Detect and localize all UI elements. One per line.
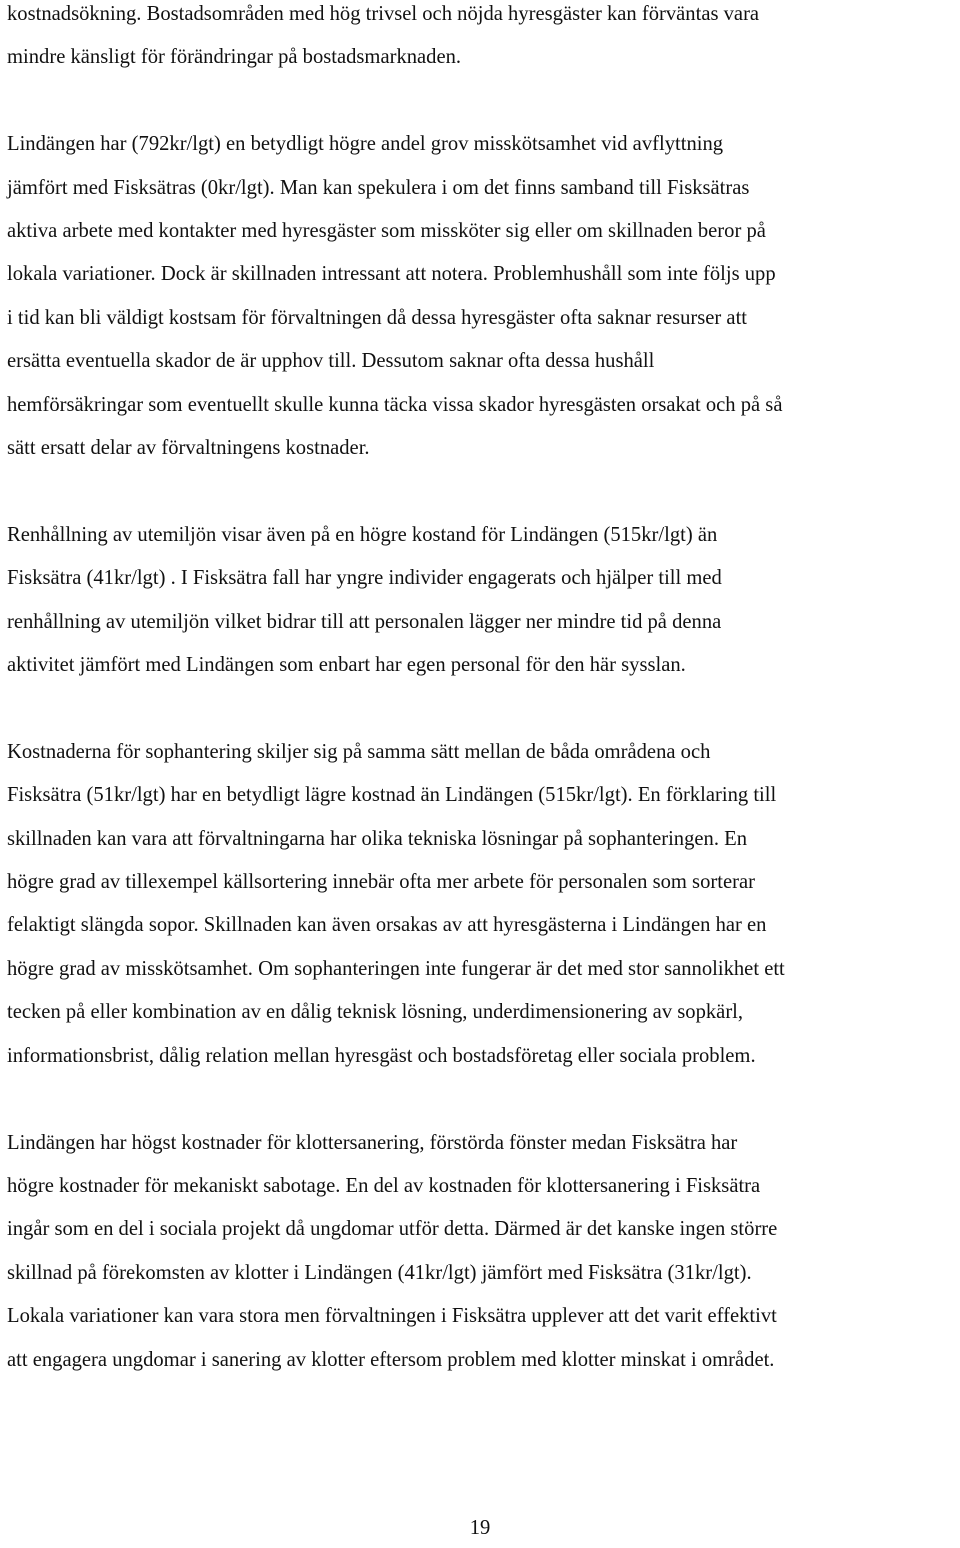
paragraph-spacer bbox=[7, 80, 957, 123]
text-line: skillnad på förekomsten av klotter i Lindängen (41kr/lgt) jämfört med Fisksätra (31kr/lgt). bbox=[7, 1261, 752, 1284]
text-line: högre kostnader för mekaniskt sabotage. En del av kostnaden för klottersanering i Fisksätra bbox=[7, 1174, 761, 1197]
text-line: felaktigt slängda sopor. Skillnaden kan även orsakas av att hyresgästerna i Lindängen har en bbox=[7, 914, 767, 937]
text-line: Lokala variationer kan vara stora men förvaltningen i Fisksätra upplever att det varit effektivt bbox=[7, 1305, 777, 1328]
text-line: jämfört med Fisksätras (0kr/lgt). Man kan spekulera i om det finns samband till Fisksätras bbox=[7, 176, 750, 199]
paragraph-2 bbox=[7, 123, 957, 470]
text-line: ersätta eventuella skador de är upphov till. Dessutom saknar ofta dessa hushåll bbox=[7, 350, 655, 373]
text-line: aktivitet jämfört med Lindängen som enbart har egen personal för den här sysslan. bbox=[7, 654, 686, 677]
text-line: Renhållning av utemiljön visar även på en högre kostand för Lindängen (515kr/lgt) än bbox=[7, 523, 718, 546]
text-line: Kostnaderna för sophantering skiljer sig på samma sätt mellan de båda områdena och bbox=[7, 740, 711, 763]
text-line: Fisksätra (51kr/lgt) har en betydligt lägre kostnad än Lindängen (515kr/lgt). En förklaring till bbox=[7, 784, 777, 807]
paragraph-5 bbox=[7, 1122, 957, 1382]
paragraph-3 bbox=[7, 514, 957, 688]
text-line: renhållning av utemiljön vilket bidrar till att personalen lägger ner mindre tid på denna bbox=[7, 610, 722, 633]
paragraph-1 bbox=[7, 0, 957, 80]
text-line: hemförsäkringar som eventuellt skulle kunna täcka vissa skador hyresgästen orsakat och på så bbox=[7, 393, 783, 416]
text-line: Lindängen har (792kr/lgt) en betydligt högre andel grov misskötsamhet vid avflyttning bbox=[7, 133, 724, 156]
text-line: informationsbrist, dålig relation mellan hyresgäst och bostadsföretag eller sociala problem. bbox=[7, 1044, 756, 1067]
paragraph-4 bbox=[7, 731, 957, 1078]
paragraph-spacer bbox=[7, 1078, 957, 1121]
text-line: tecken på eller kombination av en dålig teknisk lösning, underdimensionering av sopkärl, bbox=[7, 1001, 744, 1024]
text-line: högre grad av tillexempel källsortering innebär ofta mer arbete för personalen som sorterar bbox=[7, 871, 755, 894]
text-line: sätt ersatt delar av förvaltningens kostnader. bbox=[7, 437, 370, 460]
body-text bbox=[7, 0, 957, 1382]
text-line: aktiva arbete med kontakter med hyresgäster som missköter sig eller om skillnaden beror på bbox=[7, 220, 766, 243]
page-number: 19 bbox=[469, 1517, 491, 1539]
text-line: skillnaden kan vara att förvaltningarna har olika tekniska lösningar på sophanteringen. En bbox=[7, 827, 747, 850]
paragraph-spacer bbox=[7, 470, 957, 513]
text-line: att engagera ungdomar i sanering av klotter eftersom problem med klotter minskat i området. bbox=[7, 1348, 775, 1371]
text-line: mindre känsligt för förändringar på bostadsmarknaden. bbox=[7, 46, 462, 69]
text-line: Fisksätra (41kr/lgt) . I Fisksätra fall har yngre individer engagerats och hjälper till med bbox=[7, 567, 722, 590]
text-line: ingår som en del i sociala projekt då ungdomar utför detta. Därmed är det kanske ingen större bbox=[7, 1218, 778, 1241]
paragraph-spacer bbox=[7, 687, 957, 730]
text-line: lokala variationer. Dock är skillnaden intressant att notera. Problemhushåll som inte följs upp bbox=[7, 263, 776, 286]
text-line: i tid kan bli väldigt kostsam för förvaltningen då dessa hyresgäster ofta saknar resurser att bbox=[7, 306, 748, 329]
text-line: högre grad av misskötsamhet. Om sophanteringen inte fungerar är det med stor sannolikhet ett bbox=[7, 957, 785, 980]
text-line: Lindängen har högst kostnader för klottersanering, förstörda fönster medan Fisksätra har bbox=[7, 1131, 738, 1154]
text-line: kostnadsökning. Bostadsområden med hög trivsel och nöjda hyresgäster kan förväntas vara bbox=[7, 3, 760, 25]
